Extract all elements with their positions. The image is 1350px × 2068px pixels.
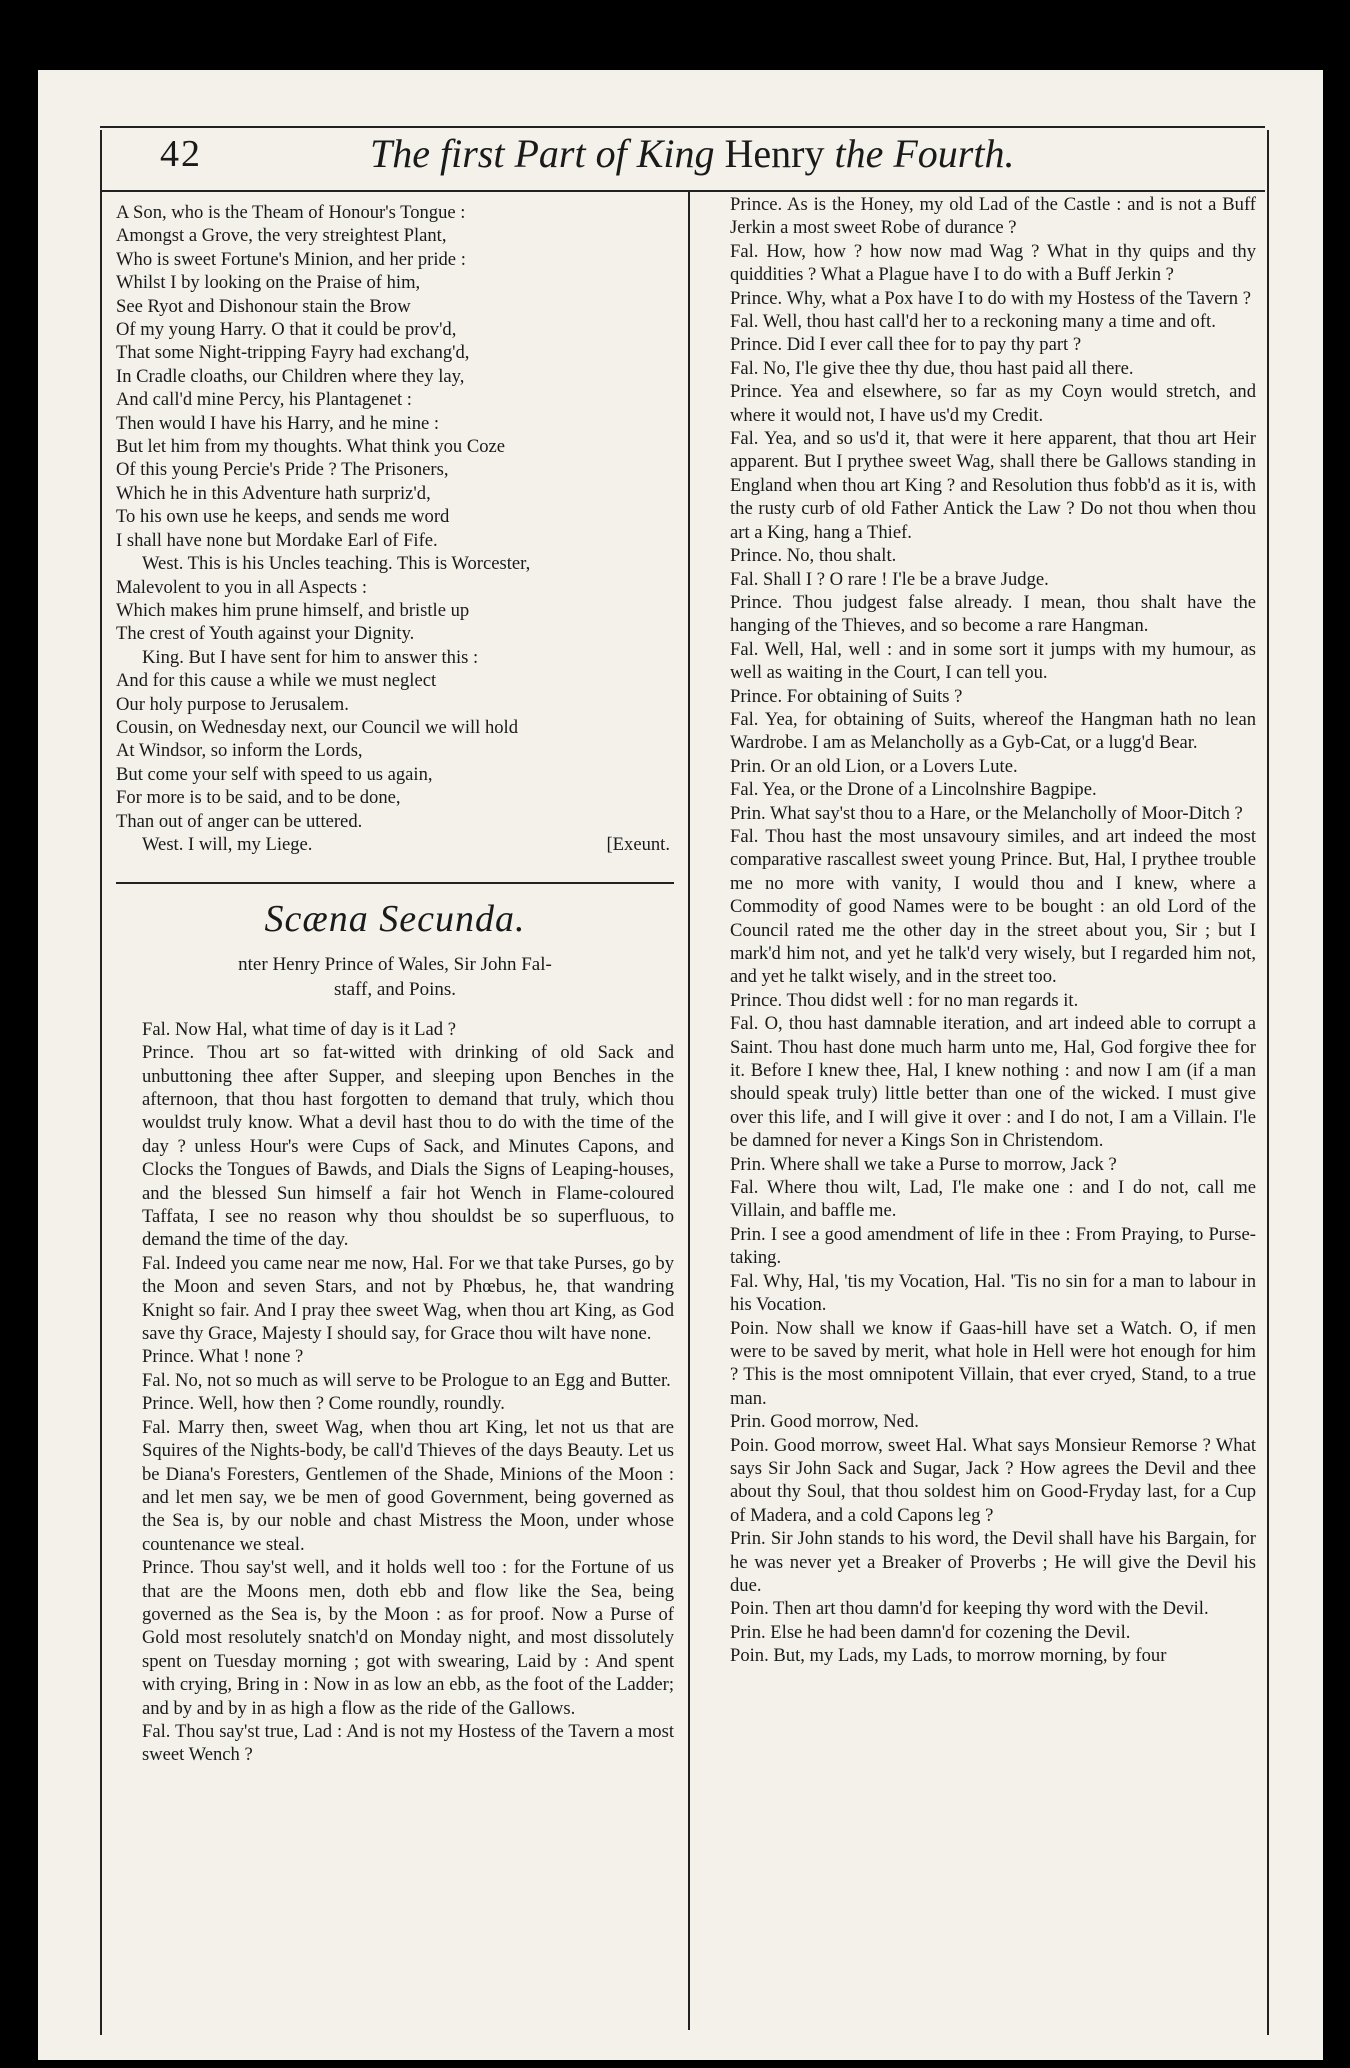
speech: Fal. Yea, for obtaining of Suits, whereof the Hangman hath no lean Wardrobe. I am as Melancholly as a Gyb-Cat, or a lugg'd Bear. — [730, 708, 1256, 754]
left-column — [116, 201, 674, 1767]
top-rule — [100, 126, 1265, 128]
speech: Prin. Else he had been damn'd for cozening the Devil. — [730, 1621, 1131, 1643]
speech: Prin. Sir John stands to his word, the Devil shall have his Bargain, for he was never yet a Breaker of Proverbs ; He will give the Devil his due. — [730, 1528, 1256, 1596]
stage-direction-exeunt: [Exeunt. — [606, 833, 670, 855]
verse-block — [116, 201, 674, 856]
speech: Prince. As is the Honey, my old Lad of the Castle : and is not a Buff Jerkin a most sweet Robe of durance ? — [730, 194, 1256, 239]
verse-line: West. This is his Uncles teaching. This is Worcester, — [142, 553, 531, 575]
speech: Prince. Thou art so fat-witted with drinking of old Sack and unbuttoning thee after Supper, and sleeping upon Benches in the afternoon, that thou hast forgotten to demand that truly, which thou wouldst truly know. What a devil hast thou to do with the time of the day ? unless Hour's were Cups of Sack, and Minutes Capons, and Clocks the Tongues of Bawds, and Dials the Signs of Leaping-houses, and the blessed Sun himself a fair hot Wench in Flame-coloured Taffata, I see no reason why thou shouldst be so superfluous, to demand the time of the day. — [142, 1042, 674, 1251]
speech: Poin. Good morrow, sweet Hal. What says Monsieur Remorse ? What says Sir John Sack and Sugar, Jack ? How agrees the Devil and thee about thy Soul, that thou soldest him on Good-Fryday last, for a Cup of Madera, and a cold Capons leg ? — [730, 1434, 1256, 1526]
speech: Prince. Yea and elsewhere, so far as my Coyn would stretch, and where it would not, I have us'd my Credit. — [730, 381, 1256, 426]
verse-line: For more is to be said, and to be done, — [116, 787, 401, 809]
speech: Fal. Yea, and so us'd it, that were it here apparent, that thou art Heir apparent. But I prythee sweet Wag, shall there be Gallows standing in England when thou art King ? and Resolution thus fobb'd as it is, with the rusty curb of old Father Antick the Law ? Do not thou when thou art a King, hang a Thief. — [730, 428, 1256, 543]
last-speech: West. I will, my Liege. — [142, 833, 313, 855]
speech: Fal. Thou say'st true, Lad : And is not my Hostess of the Tavern a most sweet Wench ? — [142, 1720, 674, 1766]
header-rule — [100, 190, 1265, 192]
speech: Fal. Thou hast the most unsavoury similes, and art indeed the most comparative rascallest sweet young Prince. But, Hal, I prythee trouble me no more with vanity, I would thou and I knew, where a Commodity of good Names were to be bought : an old Lord of the Council rated me the other day in the street about you, Sir ; but I mark'd him not, and yet he talk'd very wisely, but I regarded him not, and yet he talkt wisely, and in the street too. — [730, 825, 1256, 988]
speech: Fal. Well, Hal, well : and in some sort it jumps with my humour, as well as waiting in the Court, I can tell you. — [730, 638, 1256, 684]
page-number: 42 — [160, 133, 202, 175]
verse-line: And call'd mine Percy, his Plantagenet : — [116, 389, 412, 411]
verse-line: But come your self with speed to us again, — [116, 763, 433, 785]
verse-line: Which makes him prune himself, and bristle up — [116, 599, 470, 621]
speech: Poin. But, my Lads, my Lads, to morrow morning, by four — [730, 1645, 1167, 1667]
verse-line: That some Night-tripping Fayry had exchang'd, — [116, 342, 470, 364]
verse-line: A Son, who is the Theam of Honour's Tongue : — [116, 202, 466, 223]
speech: Prince. Did I ever call thee for to pay thy part ? — [730, 334, 1082, 356]
title-italic-2: the Fourth. — [824, 131, 1015, 176]
right-column — [704, 193, 1256, 1668]
verse-line: At Windsor, so inform the Lords, — [116, 740, 363, 762]
running-header — [100, 130, 1265, 190]
speech: Prince. Thou didst well : for no man regards it. — [730, 989, 1079, 1011]
verse-line: Then would I have his Harry, and he mine : — [116, 412, 440, 434]
speech: Poin. Then art thou damn'd for keeping thy word with the Devil. — [730, 1598, 1209, 1620]
verse-line: King. But I have sent for him to answer this : — [142, 646, 479, 668]
speech: Fal. Why, Hal, 'tis my Vocation, Hal. 'Tis no sin for a man to labour in his Vocation. — [730, 1270, 1256, 1316]
verse-line: See Ryot and Dishonour stain the Brow — [116, 295, 411, 317]
verse-line-last — [116, 833, 674, 856]
verse-line: Of my young Harry. O that it could be prov'd, — [116, 319, 457, 341]
verse-line: The crest of Youth against your Dignity. — [116, 623, 415, 645]
speech: Prince. No, thou shalt. — [730, 545, 897, 567]
verse-line: Who is sweet Fortune's Minion, and her pride : — [116, 248, 466, 270]
scene-title: Scæna Secunda. — [264, 898, 526, 941]
speech: Fal. No, I'le give thee thy due, thou hast paid all there. — [730, 357, 1134, 379]
verse-line: Cousin, on Wednesday next, our Council we will hold — [116, 716, 519, 738]
speech: Fal. Where thou wilt, Lad, I'le make one : and I do not, call me Villain, and baffle me. — [730, 1177, 1256, 1222]
verse-line: Of this young Percie's Pride ? The Prisoners, — [116, 459, 449, 481]
speech: Fal. Yea, or the Drone of a Lincolnshire Bagpipe. — [730, 779, 1097, 801]
speech: Prin. Or an old Lion, or a Lovers Lute. — [730, 755, 1018, 777]
speech: Fal. How, how ? how now mad Wag ? What in thy quips and thy quiddities ? What a Plague have I to do with a Buff Jerkin ? — [730, 240, 1256, 286]
speech: Prince. What ! none ? — [142, 1346, 304, 1368]
speech: Fal. Shall I ? O rare ! I'le be a brave Judge. — [730, 568, 1049, 590]
verse-line: Than out of anger can be uttered. — [116, 810, 363, 832]
speech: Fal. Now Hal, what time of day is it Lad ? — [142, 1018, 456, 1040]
entry-line: nter Henry Prince of Wales, Sir John Fal- — [238, 953, 552, 975]
verse-line: Malevolent to you in all Aspects : — [116, 576, 367, 598]
speech: Prince. For obtaining of Suits ? — [730, 685, 963, 707]
running-title — [370, 130, 1014, 177]
verse-line: But let him from my thoughts. What think you Coze — [116, 436, 506, 458]
speech: Prin. Good morrow, Ned. — [730, 1411, 919, 1433]
speech: Fal. Indeed you came near me now, Hal. For we that take Purses, go by the Moon and seven Stars, and not by Phœbus, he, that wandring Knight so fair. And I pray thee sweet Wag, when thou art King, as God save thy Grace, Majesty I should say, for Grace thou wilt have none. — [142, 1252, 674, 1345]
verse-line: Amongst a Grove, the very streightest Plant, — [116, 225, 447, 247]
verse-line: Our holy purpose to Jerusalem. — [116, 693, 349, 715]
speech: Fal. Marry then, sweet Wag, when thou art King, let not us that are Squires of the Nights-body, be call'd Thieves of the days Beauty. Let us be Diana's Foresters, Gentlemen of the Shade, Minions of the Moon : and let men say, we be men of good Government, being governed as the Sea is, by our noble and chast Mistress the Moon, under whose countenance we steal. — [142, 1416, 674, 1555]
prose-block — [116, 1018, 674, 1767]
speech: Prince. Well, how then ? Come roundly, roundly. — [142, 1393, 505, 1415]
speech: Prince. Thou judgest false already. I mean, thou shalt have the hanging of the Thieves, and so become a rare Hangman. — [730, 591, 1256, 637]
speech: Poin. Now shall we know if Gaas-hill have set a Watch. O, if men were to be saved by merit, what hole in Hell were hot enough for him ? This is the most omnipotent Villain, that ever cryed, Stand, to a true man. — [730, 1317, 1256, 1409]
entry-direction — [136, 952, 654, 1002]
title-roman: Henry — [724, 131, 825, 176]
scene-divider — [116, 882, 674, 884]
verse-line: In Cradle cloaths, our Children where they lay, — [116, 365, 465, 387]
speech: Prince. Thou say'st well, and it holds well too : for the Fortune of us that are the Moons men, doth ebb and flow like the Sea, being governed as the Sea is, by the Moon : as for proof. Now a Purse of Gold most resolutely snatch'd on Monday night, and most dissolutely spent on Tuesday morning ; got with swearing, Laid by : And spent with crying, Bring in : Now in as low an ebb, as the foot of the Ladder; and by and by in as high a flow as the ride of the Gallows. — [142, 1557, 674, 1719]
speech: Fal. Well, thou hast call'd her to a reckoning many a time and oft. — [730, 311, 1216, 333]
speech: Prince. Why, what a Pox have I to do with my Hostess of the Tavern ? — [730, 287, 1251, 309]
speech: Prin. I see a good amendment of life in thee : From Praying, to Purse-taking. — [730, 1223, 1256, 1269]
verse-line: Whilst I by looking on the Praise of him, — [116, 272, 421, 294]
speech: Prin. What say'st thou to a Hare, or the Melancholly of Moor-Ditch ? — [730, 802, 1243, 824]
verse-line: Which he in this Adventure hath surpriz'd, — [116, 482, 431, 504]
verse-line: To his own use he keeps, and sends me word — [116, 506, 450, 528]
speech: Prin. Where shall we take a Purse to morrow, Jack ? — [730, 1153, 1117, 1175]
verse-line: And for this cause a while we must neglect — [116, 670, 437, 692]
entry-line: staff, and Poins. — [333, 978, 457, 1000]
title-italic-1: The first Part of King — [370, 131, 725, 176]
verse-line: I shall have none but Mordake Earl of Fife. — [116, 529, 438, 551]
speech: Fal. O, thou hast damnable iteration, and art indeed able to corrupt a Saint. Thou hast done much harm unto me, Hal, God forgive thee for it. Before I knew thee, Hal, I knew nothing : and now I am (if a man should speak truly) little better than one of the wicked. I must give over this life, and I will give it over : and I do not, I am a Villain. I'le be damned for never a Kings Son in Christendom. — [730, 1013, 1256, 1152]
speech: Fal. No, not so much as will serve to be Prologue to an Egg and Butter. — [142, 1369, 671, 1391]
column-rule — [688, 192, 690, 2030]
